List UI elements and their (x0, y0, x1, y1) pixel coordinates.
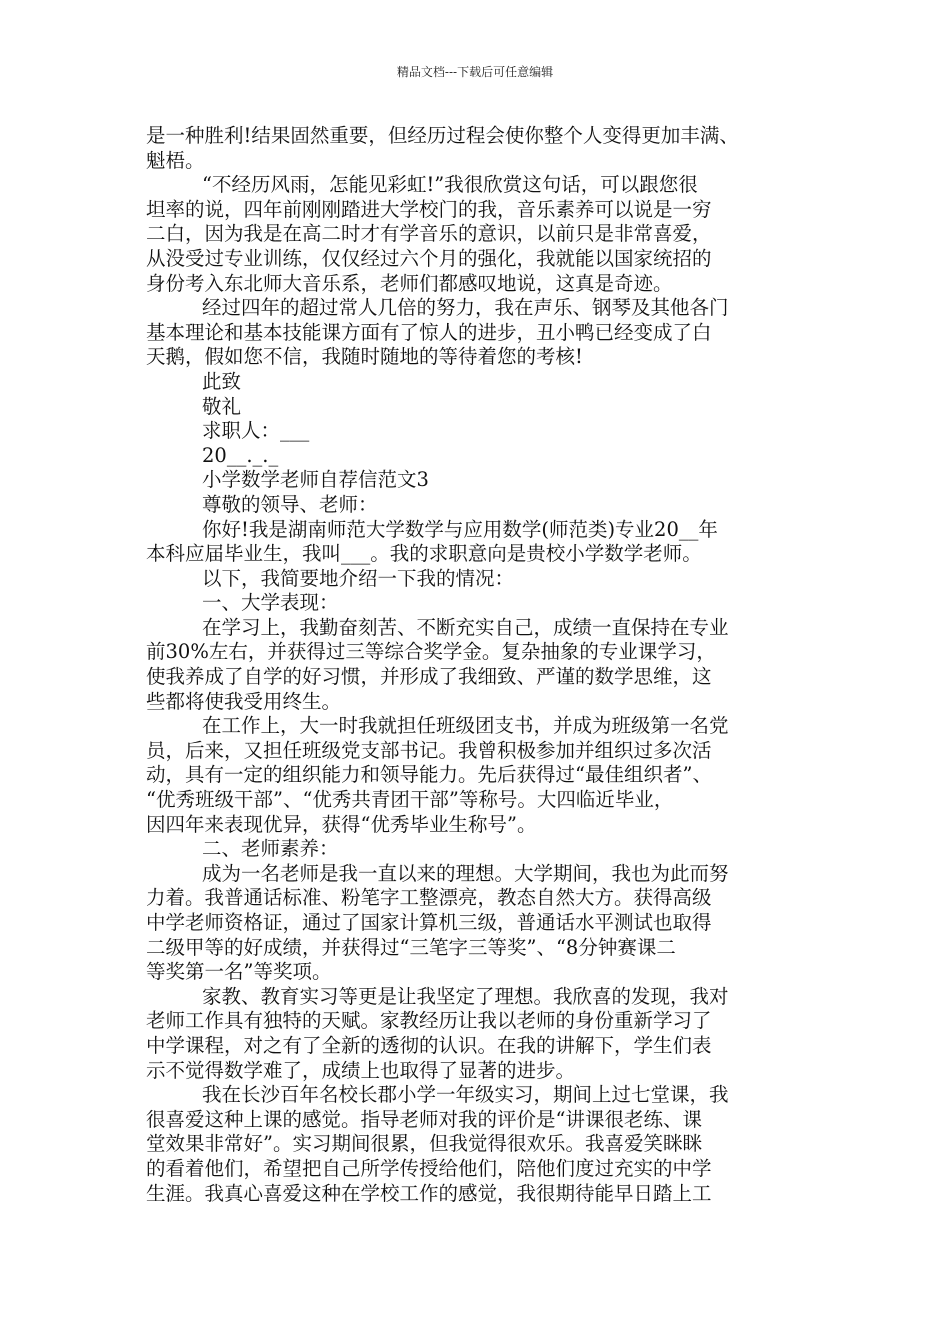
text-line: “优秀班级干部”、“优秀共青团干部”等称号。大四临近毕业， (146, 788, 674, 812)
text-line: 等奖第一名”等奖项。 (146, 960, 332, 984)
text-line: 中学课程，对之有了全新的透彻的认识。在我的讲解下，学生们表 (146, 1033, 712, 1057)
text-line: 老师工作具有独特的天赋。家教经历让我以老师的身份重新学习了 (146, 1009, 712, 1033)
text-line: 在学习上，我勤奋刻苦、不断充实自己，成绩一直保持在专业 (202, 615, 729, 639)
text-line: 求职人：___ (202, 419, 310, 443)
text-line: 身份考入东北师大音乐系，老师们都感叹地说，这真是奇迹。 (146, 271, 673, 295)
text-line: 基本理论和基本技能课方面有了惊人的进步，丑小鸭已经变成了白 (146, 320, 712, 344)
text-line: 家教、教育实习等更是让我坚定了理想。我欣喜的发现，我对 (202, 984, 729, 1008)
text-line: 我在长沙百年名校长郡小学一年级实习，期间上过七堂课，我 (202, 1083, 729, 1107)
document-body (146, 124, 822, 1206)
text-line: 中学老师资格证，通过了国家计算机三级，普通话水平测试也取得 (146, 911, 712, 934)
text-line: 魁梧。 (146, 148, 205, 172)
text-line: 是一种胜利!结果固然重要，但经历过程会使你整个人变得更加丰满、 (146, 124, 739, 147)
text-line: 员，后来，又担任班级党支部书记。我曾积极参加并组织过多次活 (146, 738, 712, 762)
text-line: 成为一名老师是我一直以来的理想。大学期间，我也为此而努 (202, 861, 729, 885)
text-line: 使我养成了自学的好习惯，并形成了我细致、严谨的数学思维，这 (146, 665, 712, 689)
text-line: 前30%左右，并获得过三等综合奖学金。复杂抽象的专业课学习， (146, 640, 716, 664)
text-line: 天鹅，假如您不信，我随时随地的等待着您的考核! (146, 345, 583, 369)
text-line: 小学数学老师自荐信范文3 (202, 468, 429, 492)
page-header: 精品文档---下载后可任意编辑 (396, 65, 554, 79)
text-line: 你好!我是湖南师范大学数学与应用数学(师范类)专业20__年 (202, 517, 718, 541)
text-line: 尊敬的领导、老师： (202, 492, 378, 516)
text-line: 二、老师素养： (202, 837, 339, 861)
text-line: 堂效果非常好”。实习期间很累，但我觉得很欢乐。我喜爱笑眯眯 (146, 1132, 702, 1156)
text-line: 因四年来表现优异，获得“优秀毕业生称号”。 (146, 812, 537, 836)
text-line: 在工作上，大一时我就担任班级团支书，并成为班级第一名党 (202, 714, 729, 738)
text-line: 生涯。我真心喜爱这种在学校工作的感觉，我很期待能早日踏上工 (146, 1181, 712, 1205)
text-line: 力着。我普通话标准、粉笔字工整漂亮，教态自然大方。获得高级 (146, 886, 712, 910)
text-line: 一、大学表现： (202, 591, 339, 615)
text-line: 敬礼 (202, 394, 242, 418)
text-line: 以下，我简要地介绍一下我的情况： (202, 566, 515, 590)
text-line: 的看着他们，希望把自己所学传授给他们，陪他们度过充实的中学 (146, 1156, 712, 1180)
text-line: 很喜爱这种上课的感觉。指导老师对我的评价是“讲课很老练、课 (146, 1107, 702, 1131)
text-line: 从没受过专业训练，仅仅经过六个月的强化，我就能以国家统招的 (146, 246, 712, 270)
text-line: 本科应届毕业生，我叫___。我的求职意向是贵校小学数学老师。 (146, 542, 702, 566)
text-line: 20__._._ (202, 443, 279, 467)
text-line: 二白，因为我是在高二时才有学音乐的意识，以前只是非常喜爱， (146, 222, 712, 246)
text-line: 示不觉得数学难了，成绩上也取得了显著的进步。 (146, 1058, 576, 1082)
text-line: 此致 (202, 369, 242, 393)
text-line: 坦率的说，四年前刚刚踏进大学校门的我，音乐素养可以说是一穷 (146, 197, 712, 221)
text-line: 动，具有一定的组织能力和领导能力。先后获得过“最佳组织者”、 (146, 763, 712, 787)
text-line: 些都将使我受用终生。 (146, 689, 342, 713)
text-line: 二级甲等的好成绩，并获得过“三笔字三等奖”、“8分钟赛课二 (146, 935, 676, 959)
text-line: “不经历风雨，怎能见彩虹!”我很欣赏这句话，可以跟您很 (202, 173, 698, 197)
text-line: 经过四年的超过常人几倍的努力，我在声乐、钢琴及其他各门 (202, 296, 729, 320)
